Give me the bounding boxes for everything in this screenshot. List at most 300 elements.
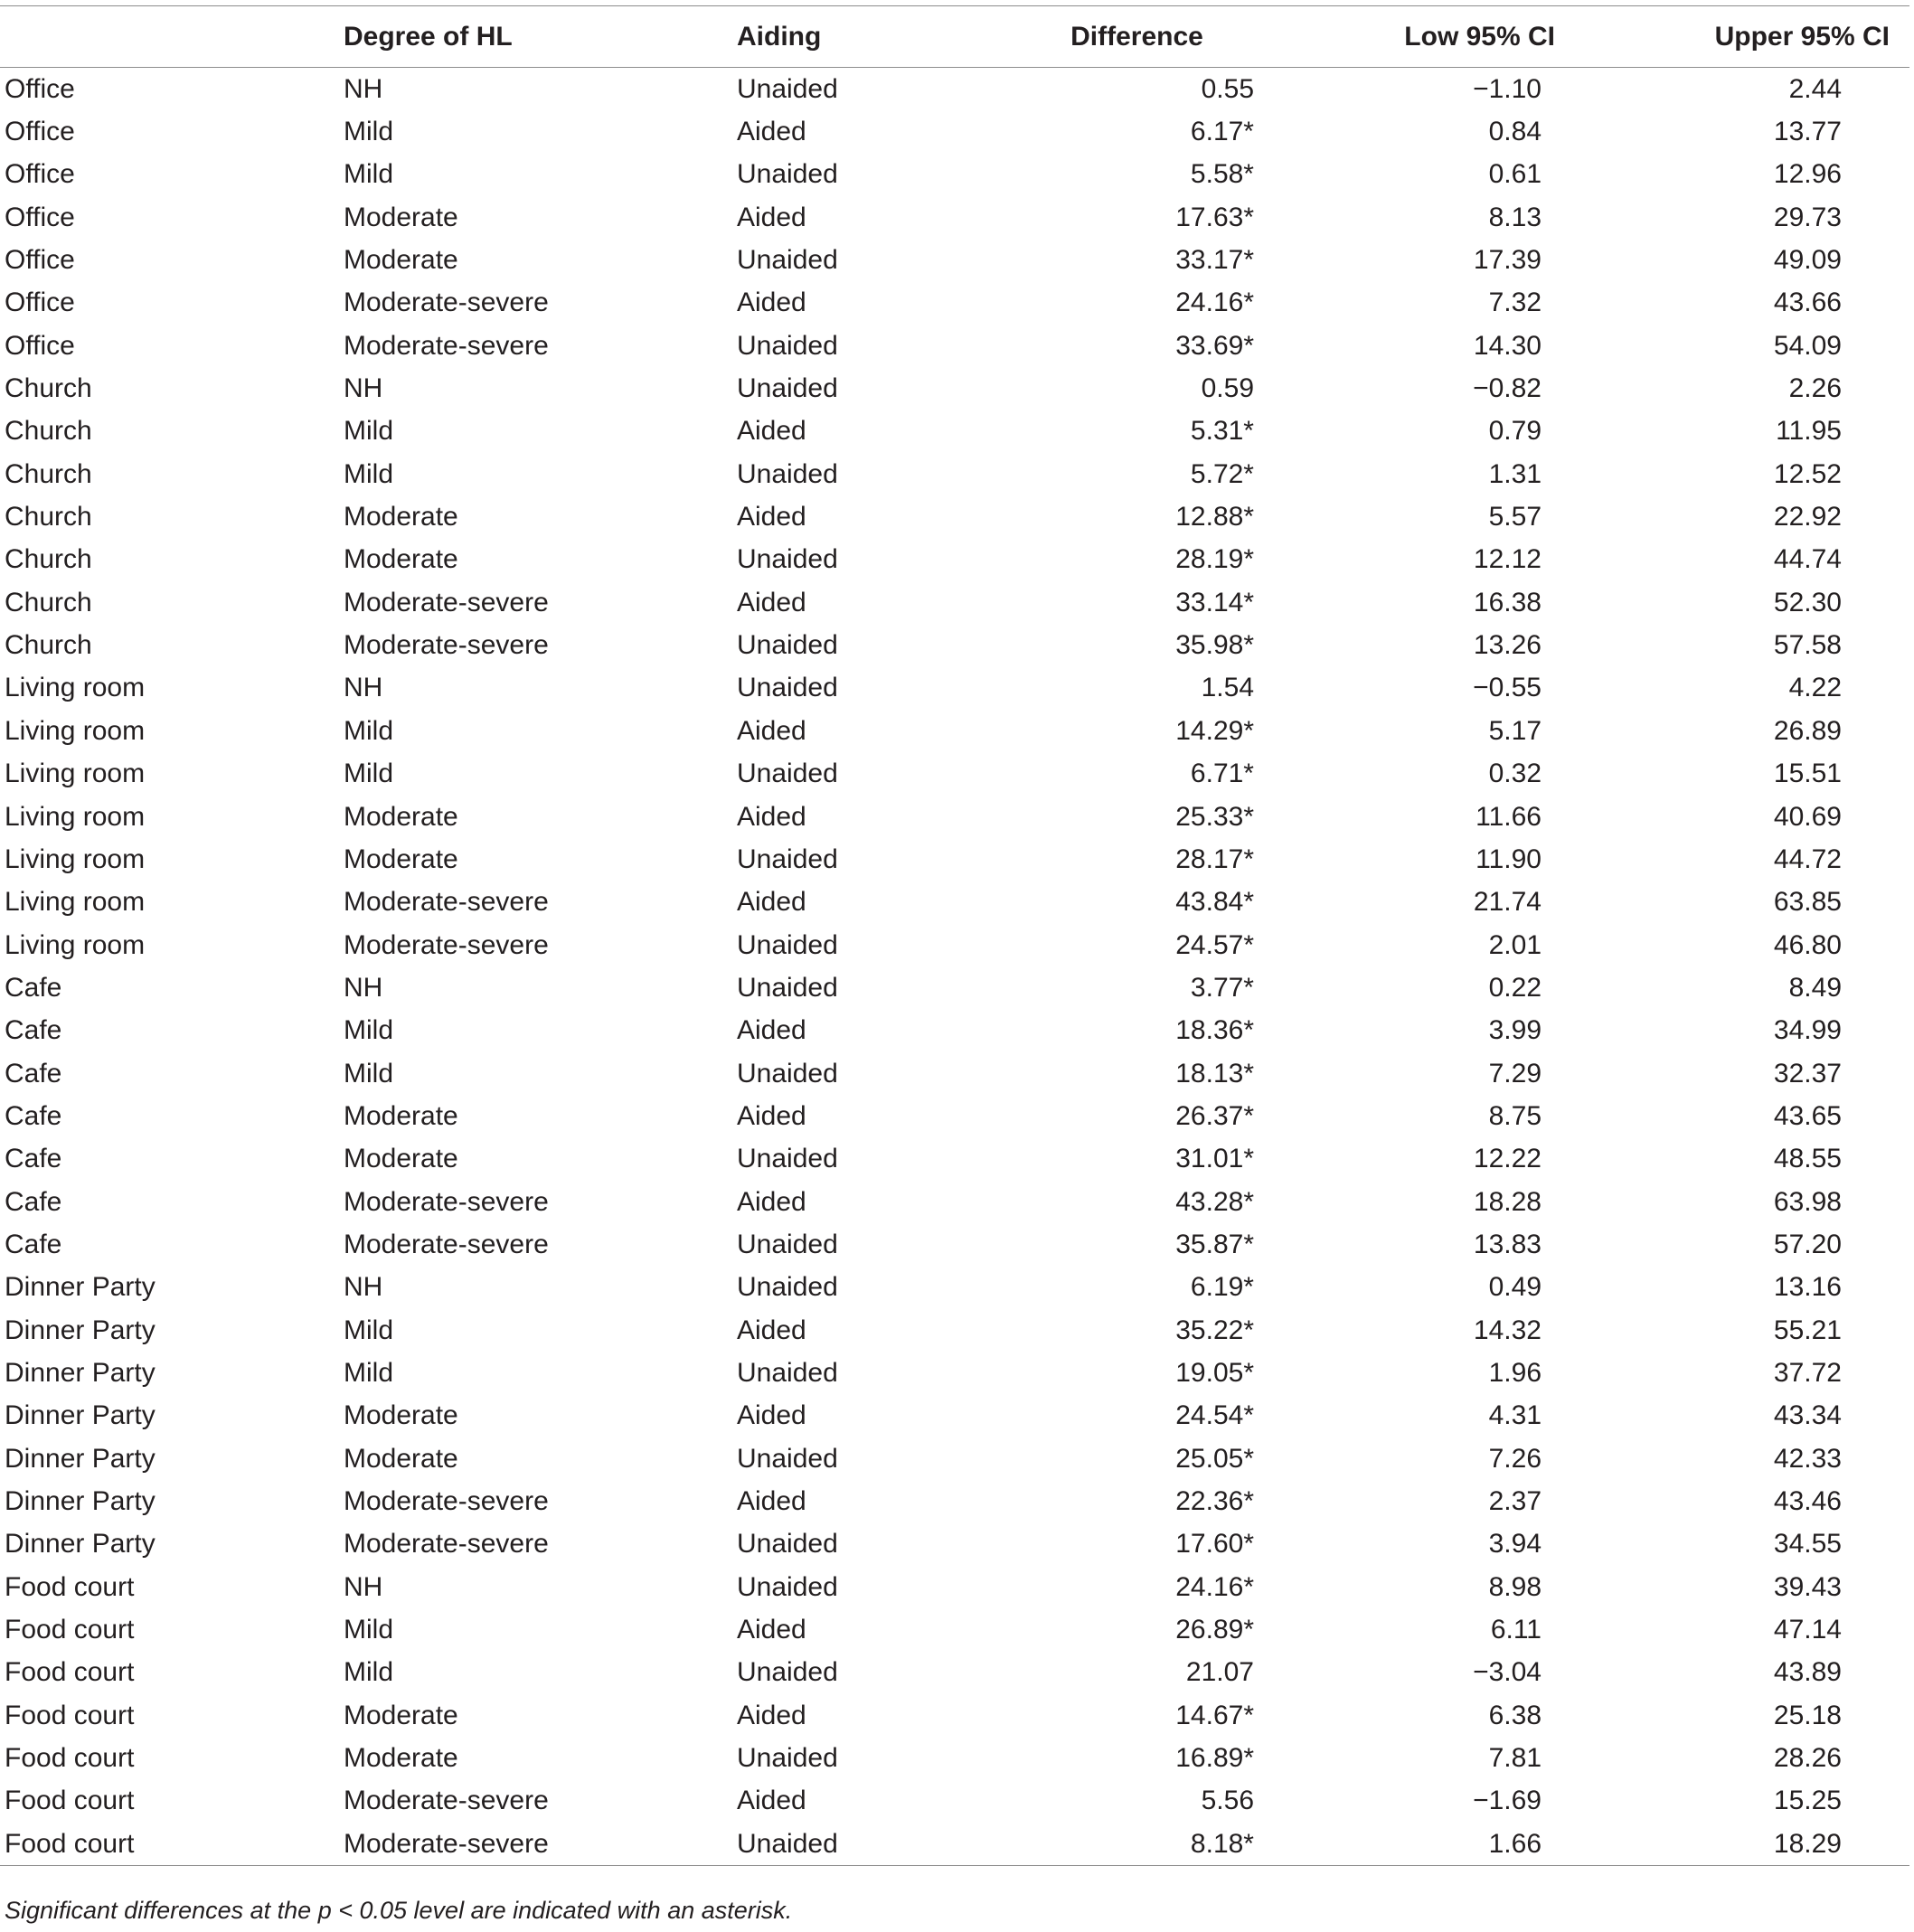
cell-degree-of-hl: Mild (344, 416, 394, 447)
cell-environment: Office (5, 287, 75, 318)
cell-degree-of-hl: Mild (344, 1357, 394, 1388)
cell-low-ci: 8.13 (1488, 202, 1542, 232)
table-row (0, 239, 1909, 281)
cell-low-ci: 4.31 (1488, 1400, 1542, 1431)
cell-degree-of-hl: Moderate (344, 544, 458, 575)
table-row (0, 196, 1909, 239)
table-row (0, 1052, 1909, 1095)
cell-low-ci: 7.81 (1488, 1743, 1542, 1774)
results-table-container (0, 5, 1914, 1866)
cell-aiding: Unaided (737, 544, 838, 575)
cell-low-ci: 6.38 (1488, 1700, 1542, 1730)
cell-degree-of-hl: Mild (344, 759, 394, 789)
cell-aiding: Aided (737, 502, 806, 532)
cell-environment: Cafe (5, 1058, 62, 1089)
table-row (0, 753, 1909, 796)
cell-difference: 22.36* (1175, 1486, 1254, 1517)
table-row (0, 1138, 1909, 1181)
cell-aiding: Unaided (737, 630, 838, 661)
header-environment (0, 6, 344, 68)
cell-difference: 5.58* (1190, 159, 1254, 190)
cell-aiding: Unaided (737, 1443, 838, 1474)
cell-environment: Dinner Party (5, 1486, 156, 1517)
cell-environment: Office (5, 73, 75, 104)
cell-upper-ci: 44.72 (1773, 843, 1842, 874)
cell-aiding: Aided (737, 1315, 806, 1345)
cell-low-ci: 5.57 (1488, 502, 1542, 532)
cell-difference: 26.89* (1175, 1615, 1254, 1645)
cell-difference: 21.07 (1185, 1657, 1254, 1688)
cell-degree-of-hl: Mild (344, 117, 394, 147)
cell-degree-of-hl: Moderate-severe (344, 1229, 549, 1259)
cell-aiding: Unaided (737, 1229, 838, 1259)
cell-difference: 18.13* (1175, 1058, 1254, 1089)
cell-difference: 25.05* (1175, 1443, 1254, 1474)
cell-upper-ci: 29.73 (1773, 202, 1842, 232)
cell-upper-ci: 43.66 (1773, 287, 1842, 318)
cell-upper-ci: 43.34 (1773, 1400, 1842, 1431)
cell-low-ci: 1.66 (1293, 1823, 1591, 1866)
cell-upper-ci: 2.26 (1788, 373, 1842, 404)
cell-degree-of-hl: Moderate-severe (344, 1529, 549, 1560)
cell-aiding: Unaided (737, 929, 838, 960)
table-row (0, 1566, 1909, 1608)
cell-degree-of-hl: NH (344, 1571, 383, 1602)
cell-difference: 19.05* (1175, 1357, 1254, 1388)
table-row (0, 796, 1909, 838)
cell-degree-of-hl: Mild (344, 1015, 394, 1046)
cell-aiding: Unaided (737, 1743, 838, 1774)
cell-low-ci: 6.11 (1490, 1615, 1542, 1645)
cell-low-ci: 2.37 (1488, 1486, 1542, 1517)
cell-low-ci: 3.99 (1488, 1015, 1542, 1046)
cell-degree-of-hl: Moderate-severe (344, 287, 549, 318)
cell-aiding: Aided (737, 1700, 806, 1730)
cell-upper-ci: 40.69 (1773, 801, 1842, 832)
cell-degree-of-hl: Moderate-severe (344, 929, 549, 960)
cell-difference: 17.60* (1175, 1529, 1254, 1560)
cell-low-ci: 0.22 (1488, 972, 1542, 1003)
table-row (0, 1652, 1909, 1694)
cell-difference: 0.55 (1201, 73, 1254, 104)
cell-upper-ci: 22.92 (1773, 502, 1842, 532)
cell-difference: 3.77* (1190, 972, 1254, 1003)
cell-environment: Food court (5, 1657, 135, 1688)
cell-environment: Dinner Party (5, 1529, 156, 1560)
cell-upper-ci: 47.14 (1773, 1615, 1842, 1645)
cell-aiding: Unaided (737, 373, 838, 404)
cell-upper-ci: 42.33 (1773, 1443, 1842, 1474)
cell-environment: Office (5, 117, 75, 147)
cell-environment: Cafe (5, 1186, 62, 1217)
table-row (0, 1480, 1909, 1522)
table-row (0, 68, 1909, 111)
cell-difference: 35.22* (1175, 1315, 1254, 1345)
cell-low-ci: 21.74 (1473, 887, 1542, 918)
cell-difference: 24.57* (1175, 929, 1254, 960)
cell-environment: Dinner Party (5, 1443, 156, 1474)
table-row (0, 710, 1909, 752)
cell-upper-ci: 43.89 (1773, 1657, 1842, 1688)
cell-upper-ci: 54.09 (1773, 330, 1842, 361)
cell-difference: 28.19* (1175, 544, 1254, 575)
cell-degree-of-hl: Moderate (344, 1700, 458, 1730)
cell-aiding: Unaided (737, 1357, 838, 1388)
cell-upper-ci: 2.44 (1788, 73, 1842, 104)
cell-aiding: Aided (737, 1015, 806, 1046)
cell-degree-of-hl: NH (344, 673, 383, 703)
cell-degree-of-hl: Mild (344, 1657, 394, 1688)
cell-low-ci: 0.84 (1488, 117, 1542, 147)
cell-aiding: Unaided (737, 1058, 838, 1089)
table-row (0, 1223, 1909, 1266)
table-row (0, 1608, 1909, 1651)
cell-aiding: Aided (737, 416, 806, 447)
cell-upper-ci: 46.80 (1773, 929, 1842, 960)
cell-environment: Cafe (5, 1015, 62, 1046)
cell-upper-ci: 28.26 (1773, 1743, 1842, 1774)
table-row (0, 881, 1909, 924)
table-row (0, 966, 1909, 1009)
cell-aiding: Unaided (737, 458, 838, 489)
cell-low-ci: 2.01 (1488, 929, 1542, 960)
table-row (0, 1780, 1909, 1823)
header-low-ci: Low 95% CI (1404, 21, 1555, 52)
cell-degree-of-hl: Mild (344, 1615, 394, 1645)
cell-degree-of-hl: Moderate (344, 245, 458, 276)
cell-low-ci: 11.90 (1476, 843, 1542, 874)
cell-aiding: Aided (737, 1400, 806, 1431)
cell-degree-of-hl: Moderate (344, 1100, 458, 1131)
table-row (0, 410, 1909, 453)
table-header-row (0, 6, 1909, 68)
cell-degree-of-hl: Moderate-severe (344, 1186, 549, 1217)
cell-aiding: Aided (737, 117, 806, 147)
cell-low-ci: 3.94 (1488, 1529, 1542, 1560)
cell-low-ci: 13.26 (1473, 630, 1542, 661)
table-footnote: Significant differences at the p < 0.05 level are indicated with an asterisk. (5, 1897, 793, 1924)
cell-low-ci: 18.28 (1473, 1186, 1542, 1217)
cell-aiding: Unaided (737, 1823, 981, 1866)
cell-upper-ci: 63.98 (1773, 1186, 1842, 1217)
table-row (0, 495, 1909, 538)
cell-low-ci: −1.10 (1473, 73, 1542, 104)
cell-difference: 12.88* (1175, 502, 1254, 532)
cell-environment: Food court (5, 1700, 135, 1730)
cell-difference: 18.36* (1175, 1015, 1254, 1046)
cell-low-ci: 7.29 (1488, 1058, 1542, 1089)
cell-difference: 6.19* (1190, 1272, 1254, 1303)
table-row (0, 1737, 1909, 1779)
results-table (0, 5, 1909, 1866)
cell-aiding: Unaided (737, 1144, 838, 1174)
table-row (0, 367, 1909, 410)
table-row (0, 325, 1909, 367)
cell-difference: 43.28* (1175, 1186, 1254, 1217)
table-row (0, 1267, 1909, 1309)
cell-difference: 14.67* (1175, 1700, 1254, 1730)
cell-low-ci: 0.61 (1488, 159, 1542, 190)
cell-difference: 35.98* (1175, 630, 1254, 661)
cell-degree-of-hl: Mild (344, 715, 394, 746)
cell-aiding: Aided (737, 715, 806, 746)
header-degree-of-hl: Degree of HL (344, 21, 513, 52)
cell-upper-ci: 34.55 (1773, 1529, 1842, 1560)
cell-upper-ci: 4.22 (1788, 673, 1842, 703)
cell-aiding: Aided (737, 1100, 806, 1131)
cell-degree-of-hl: Mild (344, 159, 394, 190)
cell-environment: Food court (5, 1615, 135, 1645)
table-row (0, 581, 1909, 624)
cell-environment: Living room (5, 673, 146, 703)
table-row (0, 1523, 1909, 1566)
cell-low-ci: 8.98 (1488, 1571, 1542, 1602)
cell-degree-of-hl: Moderate (344, 801, 458, 832)
table-row (0, 110, 1909, 153)
cell-low-ci: 17.39 (1473, 245, 1542, 276)
cell-environment: Cafe (5, 1100, 62, 1131)
cell-low-ci: 1.31 (1488, 458, 1542, 489)
cell-low-ci: 7.32 (1488, 287, 1542, 318)
cell-difference: 24.54* (1175, 1400, 1254, 1431)
cell-upper-ci: 37.72 (1773, 1357, 1842, 1388)
cell-difference: 33.14* (1175, 587, 1254, 617)
cell-environment: Cafe (5, 972, 62, 1003)
cell-aiding: Aided (737, 287, 806, 318)
table-row (0, 1352, 1909, 1394)
cell-low-ci: 1.96 (1488, 1357, 1542, 1388)
cell-environment: Dinner Party (5, 1272, 156, 1303)
cell-upper-ci: 39.43 (1773, 1571, 1842, 1602)
cell-degree-of-hl: Mild (344, 1058, 394, 1089)
cell-upper-ci: 13.77 (1773, 117, 1842, 147)
cell-aiding: Unaided (737, 673, 838, 703)
cell-environment: Church (5, 587, 92, 617)
table-row (0, 1694, 1909, 1737)
cell-low-ci: 8.75 (1488, 1100, 1542, 1131)
cell-upper-ci: 13.16 (1773, 1272, 1842, 1303)
cell-low-ci: 14.30 (1473, 330, 1542, 361)
cell-environment: Church (5, 544, 92, 575)
cell-upper-ci: 49.09 (1773, 245, 1842, 276)
cell-upper-ci: 15.25 (1773, 1786, 1842, 1816)
cell-environment: Living room (5, 759, 146, 789)
cell-difference: 31.01* (1175, 1144, 1254, 1174)
cell-degree-of-hl: Mild (344, 1315, 394, 1345)
cell-aiding: Unaided (737, 159, 838, 190)
table-row (0, 667, 1909, 710)
cell-difference: 35.87* (1175, 1229, 1254, 1259)
cell-degree-of-hl: Moderate-severe (344, 330, 549, 361)
cell-upper-ci: 44.74 (1773, 544, 1842, 575)
cell-aiding: Aided (737, 801, 806, 832)
cell-low-ci: 16.38 (1473, 587, 1542, 617)
cell-environment: Dinner Party (5, 1400, 156, 1431)
cell-aiding: Aided (737, 587, 806, 617)
cell-difference: 33.17* (1175, 245, 1254, 276)
cell-environment: Cafe (5, 1144, 62, 1174)
cell-aiding: Aided (737, 202, 806, 232)
cell-low-ci: −3.04 (1473, 1657, 1542, 1688)
cell-degree-of-hl: Moderate-severe (344, 1786, 549, 1816)
cell-low-ci: 0.79 (1488, 416, 1542, 447)
cell-degree-of-hl: Moderate-severe (344, 1486, 549, 1517)
cell-upper-ci: 57.20 (1773, 1229, 1842, 1259)
cell-low-ci: 12.12 (1473, 544, 1542, 575)
cell-degree-of-hl: Moderate (344, 202, 458, 232)
cell-upper-ci: 18.29 (1591, 1823, 1909, 1866)
cell-aiding: Aided (737, 1786, 806, 1816)
cell-environment: Office (5, 245, 75, 276)
cell-difference: 28.17* (1175, 843, 1254, 874)
table-row (0, 924, 1909, 966)
cell-environment: Food court (5, 1571, 135, 1602)
cell-difference: 5.56 (1201, 1786, 1254, 1816)
cell-degree-of-hl: NH (344, 73, 383, 104)
cell-upper-ci: 34.99 (1773, 1015, 1842, 1046)
cell-upper-ci: 8.49 (1788, 972, 1842, 1003)
table-row (0, 1823, 1909, 1866)
cell-degree-of-hl: Moderate-severe (344, 887, 549, 918)
table-row (0, 624, 1909, 666)
cell-environment: Office (5, 330, 75, 361)
cell-difference: 26.37* (1175, 1100, 1254, 1131)
table-row (0, 1010, 1909, 1052)
cell-difference: 25.33* (1175, 801, 1254, 832)
cell-degree-of-hl: Moderate-severe (344, 1823, 737, 1866)
table-body (0, 68, 1909, 1866)
cell-degree-of-hl: Moderate (344, 843, 458, 874)
cell-difference: 0.59 (1201, 373, 1254, 404)
cell-low-ci: 0.49 (1488, 1272, 1542, 1303)
cell-environment: Office (5, 159, 75, 190)
cell-environment: Office (5, 202, 75, 232)
cell-degree-of-hl: Moderate (344, 502, 458, 532)
cell-difference: 33.69* (1175, 330, 1254, 361)
cell-degree-of-hl: NH (344, 972, 383, 1003)
table-row (0, 1437, 1909, 1480)
cell-upper-ci: 63.85 (1773, 887, 1842, 918)
cell-degree-of-hl: Moderate (344, 1443, 458, 1474)
cell-degree-of-hl: NH (344, 1272, 383, 1303)
cell-environment: Church (5, 458, 92, 489)
table-row (0, 838, 1909, 881)
cell-aiding: Aided (737, 1186, 806, 1217)
cell-upper-ci: 11.95 (1776, 416, 1842, 447)
cell-upper-ci: 12.52 (1773, 458, 1842, 489)
table-row (0, 282, 1909, 325)
cell-low-ci: −0.82 (1473, 373, 1542, 404)
cell-environment: Living room (5, 887, 146, 918)
cell-low-ci: 7.26 (1488, 1443, 1542, 1474)
header-upper-ci: Upper 95% CI (1714, 21, 1890, 52)
cell-degree-of-hl: Moderate (344, 1400, 458, 1431)
cell-environment: Living room (5, 843, 146, 874)
table-row (0, 1395, 1909, 1437)
table-row (0, 453, 1909, 495)
cell-aiding: Unaided (737, 1529, 838, 1560)
cell-upper-ci: 26.89 (1773, 715, 1842, 746)
cell-aiding: Unaided (737, 245, 838, 276)
cell-degree-of-hl: Moderate-severe (344, 630, 549, 661)
cell-upper-ci: 25.18 (1773, 1700, 1842, 1730)
cell-environment: Church (5, 502, 92, 532)
cell-difference: 6.71* (1190, 759, 1254, 789)
cell-difference: 24.16* (1175, 1571, 1254, 1602)
table-row (0, 154, 1909, 196)
cell-aiding: Unaided (737, 972, 838, 1003)
cell-degree-of-hl: Mild (344, 458, 394, 489)
cell-environment: Living room (5, 715, 146, 746)
cell-environment: Living room (5, 929, 146, 960)
cell-degree-of-hl: Moderate-severe (344, 587, 549, 617)
cell-difference: 6.17* (1190, 117, 1254, 147)
table-row (0, 1095, 1909, 1137)
cell-difference: 5.72* (1190, 458, 1254, 489)
cell-degree-of-hl: NH (344, 373, 383, 404)
cell-difference: 14.29* (1175, 715, 1254, 746)
cell-upper-ci: 48.55 (1773, 1144, 1842, 1174)
cell-upper-ci: 32.37 (1773, 1058, 1842, 1089)
cell-difference: 24.16* (1175, 287, 1254, 318)
cell-aiding: Aided (737, 1615, 806, 1645)
cell-aiding: Aided (737, 1486, 806, 1517)
table-row (0, 539, 1909, 581)
table-row (0, 1309, 1909, 1352)
cell-degree-of-hl: Moderate (344, 1743, 458, 1774)
cell-aiding: Aided (737, 887, 806, 918)
cell-environment: Living room (5, 801, 146, 832)
cell-upper-ci: 43.65 (1773, 1100, 1842, 1131)
cell-environment: Dinner Party (5, 1357, 156, 1388)
header-aiding: Aiding (737, 21, 822, 52)
cell-aiding: Unaided (737, 1571, 838, 1602)
cell-low-ci: 0.32 (1488, 759, 1542, 789)
cell-upper-ci: 43.46 (1773, 1486, 1842, 1517)
cell-low-ci: 12.22 (1473, 1144, 1542, 1174)
cell-environment: Food court (5, 1786, 135, 1816)
cell-aiding: Unaided (737, 759, 838, 789)
cell-environment: Food court (5, 1743, 135, 1774)
cell-upper-ci: 15.51 (1773, 759, 1842, 789)
cell-upper-ci: 57.58 (1773, 630, 1842, 661)
cell-low-ci: 13.83 (1473, 1229, 1542, 1259)
cell-difference: 1.54 (1201, 673, 1254, 703)
cell-difference: 17.63* (1175, 202, 1254, 232)
cell-environment: Church (5, 416, 92, 447)
cell-difference: 8.18* (981, 1823, 1293, 1866)
cell-degree-of-hl: Moderate (344, 1144, 458, 1174)
cell-upper-ci: 52.30 (1773, 587, 1842, 617)
cell-aiding: Unaided (737, 843, 838, 874)
cell-aiding: Unaided (737, 73, 838, 104)
cell-difference: 43.84* (1175, 887, 1254, 918)
cell-upper-ci: 55.21 (1773, 1315, 1842, 1345)
cell-environment: Cafe (5, 1229, 62, 1259)
cell-difference: 16.89* (1175, 1743, 1254, 1774)
cell-low-ci: −0.55 (1473, 673, 1542, 703)
cell-low-ci: −1.69 (1473, 1786, 1542, 1816)
cell-aiding: Unaided (737, 330, 838, 361)
cell-upper-ci: 12.96 (1773, 159, 1842, 190)
cell-low-ci: 14.32 (1473, 1315, 1542, 1345)
table-row (0, 1181, 1909, 1223)
cell-environment: Church (5, 630, 92, 661)
cell-environment: Church (5, 373, 92, 404)
cell-aiding: Unaided (737, 1272, 838, 1303)
header-difference: Difference (1070, 21, 1203, 52)
cell-low-ci: 11.66 (1476, 801, 1542, 832)
